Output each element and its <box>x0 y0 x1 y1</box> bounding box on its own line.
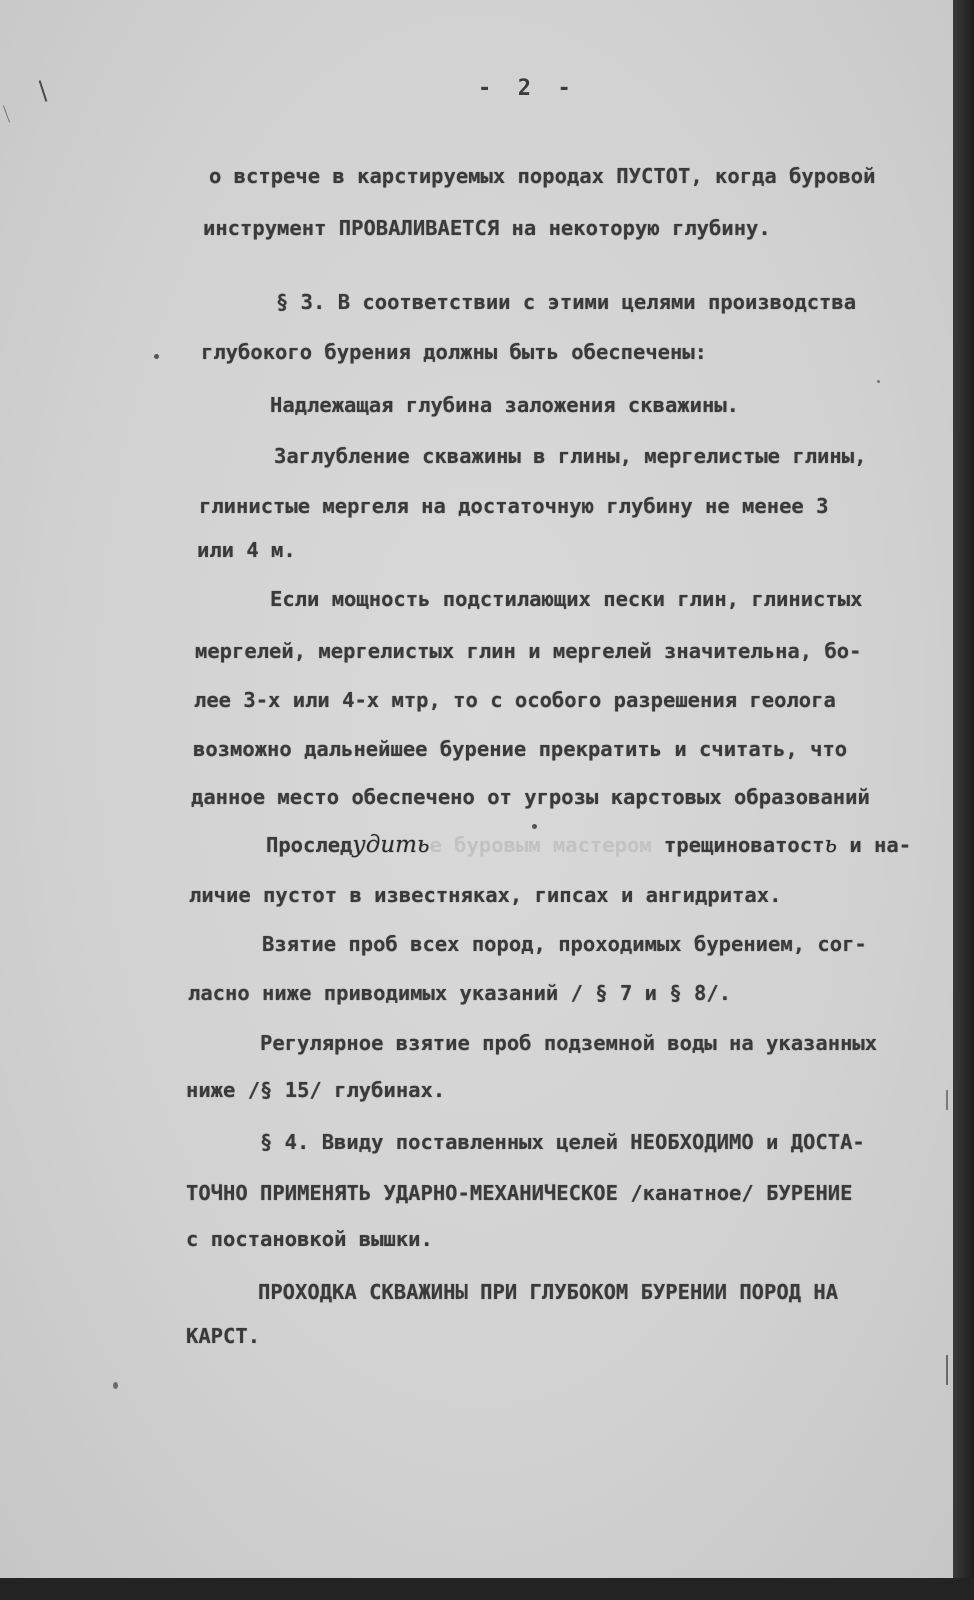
text-line: Если мощность подстилающих пески глин, глинистых <box>270 587 863 611</box>
text-line: личие пустот в известняках, гипсах и ангидритах. <box>189 883 782 907</box>
text-line: глинистые мергеля на достаточную глубину не менее 3 <box>199 494 829 518</box>
text-line: Заглубление скважины в глины, мергелистые глины, <box>274 444 867 468</box>
scan-mark <box>3 105 10 122</box>
text-line: возможно дальнейшее бурение прекратить и считать, что <box>193 737 848 761</box>
line-middle: трещиноватост <box>651 833 825 857</box>
text-line: с постановкой вышки. <box>186 1227 433 1251</box>
handwritten-correction-end: ь <box>824 832 837 858</box>
text-line: ПРОХОДКА СКВАЖИНЫ ПРИ ГЛУБОКОМ БУРЕНИИ ПОРОД НА <box>258 1280 839 1304</box>
scan-speck <box>877 380 880 383</box>
text-line: лее 3-х или 4-х мтр, то с особого разрешения геолога <box>194 688 836 712</box>
text-line: глубокого бурения должны быть обеспечены: <box>201 340 708 364</box>
erased-text: е буровым мастером <box>429 833 652 857</box>
text-line: Надлежащая глубина заложения скважины. <box>270 393 739 417</box>
text-line: данное место обеспечено от угрозы карстовых образований <box>191 785 870 809</box>
text-line: ТОЧНО ПРИМЕНЯТЬ УДАРНО-МЕХАНИЧЕСКОЕ /канатное/ БУРЕНИЕ <box>186 1181 853 1205</box>
scan-mark <box>946 1355 948 1385</box>
text-line: Взятие проб всех пород, проходимых бурением, сог- <box>262 932 867 956</box>
scan-speck <box>532 824 537 829</box>
text-line: КАРСТ. <box>186 1324 261 1348</box>
text-line: мергелей, мергелистых глин и мергелей значительна, бо- <box>195 639 862 663</box>
scan-mark <box>39 80 48 102</box>
section-3-heading-line: § 3. В соответствии с этими целями производства <box>276 290 857 314</box>
text-line: или 4 м. <box>197 538 296 562</box>
corrected-text-line <box>266 832 911 858</box>
text-line: ласно ниже приводимых указаний / § 7 и § 8/. <box>188 981 732 1005</box>
scan-mark <box>946 1090 948 1110</box>
text-line: ниже /§ 15/ глубинах. <box>186 1078 446 1102</box>
section-4-heading-line: § 4. Ввиду поставленных целей НЕОБХОДИМО и ДОСТА- <box>260 1130 865 1154</box>
text-line: о встрече в карстируемых породах ПУСТОТ, когда буровой <box>209 164 876 188</box>
line-end: и на- <box>836 833 912 857</box>
text-line: Регулярное взятие проб подземной воды на указанных <box>260 1031 878 1055</box>
handwritten-correction: удить <box>352 832 430 858</box>
scan-border-bottom <box>0 1578 974 1600</box>
text-line: инструмент ПРОВАЛИВАЕТСЯ на некоторую глубину. <box>203 216 771 240</box>
scan-border-right <box>953 0 974 1600</box>
line-start: Прослед <box>266 833 353 857</box>
scan-speck <box>113 1382 118 1389</box>
page-number: - 2 - <box>478 76 571 101</box>
scan-speck <box>154 354 159 359</box>
